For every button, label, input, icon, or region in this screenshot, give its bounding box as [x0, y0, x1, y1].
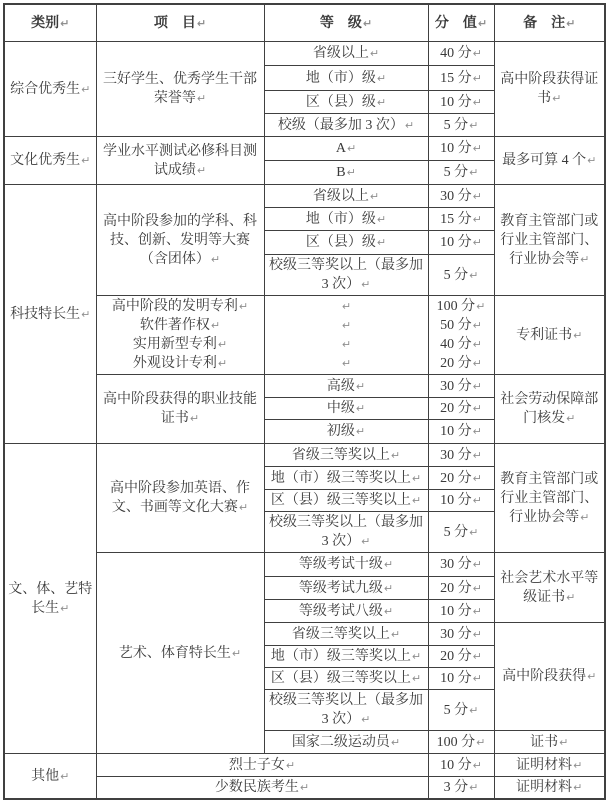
score-cell: [428, 137, 494, 161]
cell-text: 10 分: [440, 757, 472, 773]
cell-text: 专利证书: [516, 327, 573, 343]
cell-text: 20 分: [440, 401, 472, 416]
score-cell: [428, 42, 494, 66]
score-cell: [428, 444, 494, 467]
cell-text: 分 值: [434, 15, 477, 31]
pilcrow-mark: ↵: [341, 319, 352, 332]
pilcrow-mark: ↵: [566, 590, 576, 604]
cell-text: 教育主管部门或行业主管部门、行业协会等: [500, 213, 599, 267]
cell-text: 中级: [326, 401, 355, 416]
cell-text: 学业水平测试必修科目测试成绩: [103, 143, 257, 178]
cell-text: 类别: [31, 15, 60, 31]
pilcrow-mark: ↵: [472, 142, 482, 155]
score-cell: [428, 375, 494, 398]
level-cell: [264, 623, 428, 646]
level-cell: [264, 490, 428, 512]
cell-text: 30 分: [440, 626, 472, 642]
pilcrow-mark: ↵: [472, 494, 482, 507]
level-cell: [264, 161, 428, 185]
score-cell: [428, 208, 494, 231]
level-cell: [264, 137, 428, 161]
note-cell: [494, 623, 605, 731]
cell-text: 5 分: [443, 165, 469, 180]
item-line: [100, 335, 261, 354]
pilcrow-mark: ↵: [238, 300, 249, 313]
level-cell: [264, 512, 428, 553]
cell-text: 30 分: [440, 188, 472, 204]
score-cell: [428, 490, 494, 512]
pilcrow-mark: ↵: [587, 670, 597, 683]
cell-text: 40 分: [440, 46, 472, 61]
cell-text: A: [335, 141, 346, 156]
cell-text: 社会劳动保障部门核发: [500, 392, 599, 426]
pilcrow-mark: ↵: [81, 307, 91, 321]
header-item: [96, 4, 264, 42]
pilcrow-mark: ↵: [390, 448, 401, 462]
cell-text: 地（市）级: [305, 70, 376, 86]
cell-text: B: [336, 165, 346, 180]
pilcrow-mark: ↵: [196, 92, 207, 105]
cell-text: 地（市）级三等奖以上: [270, 649, 411, 664]
pilcrow-mark: ↵: [210, 252, 221, 266]
score-cell: [428, 114, 494, 137]
pilcrow-mark: ↵: [472, 212, 482, 226]
cell-text: 等级考试九级: [298, 580, 383, 596]
score-cell: [428, 553, 494, 577]
pilcrow-mark: ↵: [472, 338, 482, 351]
item-cell: [96, 777, 428, 800]
cell-text: 少数民族考生: [214, 780, 299, 795]
note-cell: [494, 296, 605, 375]
pilcrow-mark: ↵: [346, 142, 357, 155]
cell-text: 区（县）级: [305, 94, 376, 110]
score-line: [432, 335, 491, 354]
pilcrow-mark: ↵: [369, 189, 380, 203]
cell-text: 10 分: [440, 603, 472, 619]
item-cell: [96, 553, 264, 754]
cell-text: 证书: [530, 734, 559, 750]
cell-text: 15 分: [440, 70, 472, 86]
pilcrow-mark: ↵: [472, 650, 482, 663]
pilcrow-mark: ↵: [472, 402, 482, 415]
pilcrow-mark: ↵: [472, 189, 482, 203]
cell-text: 50 分: [440, 318, 472, 333]
score-cell: [428, 623, 494, 646]
note-cell: [494, 444, 605, 553]
cell-text: 10 分: [440, 671, 472, 686]
score-line: [432, 297, 491, 316]
cell-text: 30 分: [440, 447, 472, 463]
cell-text: 其他: [31, 768, 60, 784]
pilcrow-mark: ↵: [472, 71, 482, 85]
cell-text: 省级三等奖以上: [291, 626, 390, 642]
cell-text: 外观设计专利: [132, 356, 217, 371]
category-cell: [4, 42, 96, 137]
score-cell: [428, 577, 494, 600]
pilcrow-mark: ↵: [472, 357, 482, 370]
pilcrow-mark: ↵: [411, 494, 422, 507]
item-cell: [96, 444, 264, 553]
cell-text: 社会艺术水平等级证书: [500, 570, 599, 605]
note-cell: [494, 375, 605, 444]
category-cell: [4, 137, 96, 185]
table-row: [4, 137, 605, 161]
pilcrow-mark: ↵: [238, 501, 249, 514]
pilcrow-mark: ↵: [285, 758, 296, 772]
cell-text: 20 分: [440, 356, 472, 371]
cell-text: 10 分: [440, 141, 472, 156]
pilcrow-mark: ↵: [299, 781, 310, 794]
table-row: [4, 185, 605, 208]
pilcrow-mark: ↵: [60, 601, 70, 615]
note-cell: [494, 137, 605, 185]
note-cell: [494, 553, 605, 623]
level-cell: [264, 42, 428, 66]
score-cell: [428, 512, 494, 553]
cell-text: 初级: [326, 424, 355, 439]
empty-line: [268, 316, 425, 335]
pilcrow-mark: ↵: [60, 16, 70, 30]
cell-text: 高中阶段获得的职业技能证书: [103, 392, 257, 426]
pilcrow-mark: ↵: [472, 627, 482, 641]
pilcrow-mark: ↵: [587, 154, 597, 167]
pilcrow-mark: ↵: [472, 758, 482, 772]
pilcrow-mark: ↵: [369, 47, 380, 60]
pilcrow-mark: ↵: [376, 212, 387, 226]
cell-text: 等 级: [319, 15, 362, 31]
level-cell: [264, 731, 428, 754]
cell-text: 40 分: [440, 337, 472, 352]
category-cell: [4, 754, 96, 800]
pilcrow-mark: ↵: [341, 338, 352, 351]
score-cell: [428, 420, 494, 444]
pilcrow-mark: ↵: [189, 412, 200, 425]
cell-text: 烈士子女: [228, 757, 285, 773]
level-cell: [264, 467, 428, 490]
pilcrow-mark: ↵: [469, 118, 479, 132]
pilcrow-mark: ↵: [580, 510, 590, 524]
empty-line: [268, 335, 425, 354]
cell-text: 5 分: [443, 524, 469, 540]
pilcrow-mark: ↵: [376, 95, 387, 109]
item-cell: [96, 185, 264, 296]
cell-text: 最多可算 4 个: [502, 153, 587, 168]
pilcrow-mark: ↵: [566, 412, 576, 425]
score-cell: [428, 600, 494, 623]
cell-text: 三好学生、优秀学生干部荣誉等: [103, 72, 257, 106]
cell-text: 15 分: [440, 211, 472, 227]
cell-text: 10 分: [440, 235, 472, 250]
cell-text: 5 分: [443, 117, 469, 133]
pilcrow-mark: ↵: [196, 16, 207, 30]
level-cell: [264, 296, 428, 375]
note-cell: [494, 754, 605, 777]
note-cell: [494, 185, 605, 296]
cell-text: 5 分: [443, 702, 469, 718]
pilcrow-mark: ↵: [472, 448, 482, 462]
score-cell: [428, 668, 494, 690]
pilcrow-mark: ↵: [573, 758, 583, 772]
score-cell: [428, 731, 494, 754]
pilcrow-mark: ↵: [476, 300, 486, 313]
item-cell: [96, 375, 264, 444]
cell-text: 科技特长生: [10, 306, 81, 322]
pilcrow-mark: ↵: [376, 71, 387, 85]
cell-text: 高中阶段参加英语、作文、书画等文化大赛: [110, 481, 250, 515]
level-cell: [264, 114, 428, 137]
pilcrow-mark: ↵: [390, 627, 401, 641]
cell-text: 项 目: [153, 15, 196, 31]
item-cell: [96, 137, 264, 185]
level-cell: [264, 600, 428, 623]
note-cell: [494, 42, 605, 137]
cell-text: 校级三等奖以上（最多加 3 次）: [269, 258, 423, 292]
score-cell: [428, 161, 494, 185]
item-line: [100, 297, 261, 316]
cell-text: 省级以上: [312, 46, 369, 61]
item-line: [100, 316, 261, 335]
table-row: [4, 444, 605, 467]
cell-text: 20 分: [440, 580, 472, 596]
pilcrow-mark: ↵: [469, 525, 479, 539]
pilcrow-mark: ↵: [559, 735, 569, 749]
cell-text: 30 分: [440, 378, 472, 394]
empty-line: [268, 297, 425, 316]
pilcrow-mark: ↵: [469, 703, 479, 717]
cell-text: 20 分: [440, 649, 472, 664]
score-cell: [428, 467, 494, 490]
item-cell: [96, 296, 264, 375]
pilcrow-mark: ↵: [361, 535, 371, 548]
cell-text: 证明材料: [516, 757, 573, 773]
header-row: [4, 4, 605, 42]
score-cell: [428, 690, 494, 731]
pilcrow-mark: ↵: [217, 338, 228, 351]
cell-text: 3 分: [443, 780, 469, 795]
item-cell: [96, 754, 428, 777]
pilcrow-mark: ↵: [472, 47, 482, 60]
header-note: [494, 4, 605, 42]
table-row: [4, 754, 605, 777]
score-cell: [428, 398, 494, 420]
pilcrow-mark: ↵: [341, 357, 352, 370]
pilcrow-mark: ↵: [355, 402, 366, 415]
score-cell: [428, 66, 494, 91]
cell-text: 文化优秀生: [10, 153, 81, 168]
pilcrow-mark: ↵: [383, 581, 394, 595]
header-level: [264, 4, 428, 42]
cell-text: 高中阶段获得证书: [500, 72, 599, 106]
pilcrow-mark: ↵: [210, 319, 221, 332]
pilcrow-mark: ↵: [476, 735, 486, 749]
note-cell: [494, 777, 605, 800]
level-cell: [264, 420, 428, 444]
level-cell: [264, 577, 428, 600]
category-cell: [4, 444, 96, 754]
pilcrow-mark: ↵: [355, 379, 366, 393]
score-cell: [428, 777, 494, 800]
cell-text: 5 分: [443, 267, 469, 283]
cell-text: 100 分: [436, 734, 476, 750]
pilcrow-mark: ↵: [411, 672, 422, 685]
cell-text: 高中阶段获得: [502, 669, 587, 684]
cell-text: 校级（最多加 3 次）: [277, 117, 404, 133]
score-cell: [428, 91, 494, 114]
cell-text: 国家二级运动员: [291, 734, 390, 750]
level-cell: [264, 66, 428, 91]
pilcrow-mark: ↵: [573, 781, 583, 794]
cell-text: 区（县）级: [305, 235, 376, 250]
pilcrow-mark: ↵: [341, 300, 352, 313]
cell-text: 教育主管部门或行业主管部门、行业协会等: [500, 471, 599, 525]
pilcrow-mark: ↵: [472, 672, 482, 685]
pilcrow-mark: ↵: [472, 471, 482, 485]
pilcrow-mark: ↵: [411, 650, 422, 663]
cell-text: 校级三等奖以上（最多加 3 次）: [269, 693, 423, 727]
level-cell: [264, 646, 428, 668]
score-cell: [428, 646, 494, 668]
pilcrow-mark: ↵: [469, 268, 479, 282]
cell-text: 区（县）级三等奖以上: [270, 493, 411, 508]
pilcrow-mark: ↵: [472, 558, 482, 571]
pilcrow-mark: ↵: [361, 278, 371, 291]
pilcrow-mark: ↵: [60, 769, 70, 783]
cell-text: 区（县）级三等奖以上: [270, 671, 411, 686]
pilcrow-mark: ↵: [472, 95, 482, 109]
item-line: [100, 354, 261, 373]
pilcrow-mark: ↵: [390, 735, 401, 749]
pilcrow-mark: ↵: [573, 328, 583, 342]
pilcrow-mark: ↵: [566, 16, 576, 30]
cell-text: 10 分: [440, 493, 472, 508]
cell-text: 20 分: [440, 470, 472, 486]
pilcrow-mark: ↵: [469, 166, 479, 179]
level-cell: [264, 91, 428, 114]
note-cell: [494, 731, 605, 754]
bonus-points-table: [3, 3, 606, 800]
level-cell: [264, 231, 428, 255]
pilcrow-mark: ↵: [383, 558, 394, 571]
cell-text: 省级三等奖以上: [291, 447, 390, 463]
score-cell: [428, 255, 494, 296]
cell-text: 10 分: [440, 94, 472, 110]
pilcrow-mark: ↵: [376, 236, 387, 249]
level-cell: [264, 375, 428, 398]
level-cell: [264, 690, 428, 731]
cell-text: 10 分: [440, 424, 472, 439]
cell-text: 高中阶段的发明专利: [111, 299, 238, 314]
cell-text: 100 分: [436, 299, 476, 314]
pilcrow-mark: ↵: [196, 163, 207, 177]
cell-text: 软件著作权: [139, 318, 210, 333]
pilcrow-mark: ↵: [472, 319, 482, 332]
cell-text: 校级三等奖以上（最多加 3 次）: [269, 515, 423, 549]
level-cell: [264, 444, 428, 467]
pilcrow-mark: ↵: [346, 166, 356, 179]
cell-text: 地（市）级: [305, 211, 376, 227]
cell-text: 等级考试八级: [298, 603, 383, 619]
level-cell: [264, 553, 428, 577]
score-cell: [428, 296, 494, 375]
pilcrow-mark: ↵: [361, 713, 371, 726]
pilcrow-mark: ↵: [477, 16, 488, 30]
level-cell: [264, 668, 428, 690]
cell-text: 文、体、艺特长生: [8, 581, 93, 616]
score-cell: [428, 754, 494, 777]
pilcrow-mark: ↵: [472, 581, 482, 595]
category-cell: [4, 185, 96, 444]
cell-text: 实用新型专利: [132, 337, 217, 352]
score-cell: [428, 231, 494, 255]
cell-text: 省级以上: [312, 188, 369, 204]
pilcrow-mark: ↵: [81, 82, 91, 96]
pilcrow-mark: ↵: [472, 236, 482, 249]
pilcrow-mark: ↵: [362, 16, 373, 30]
cell-text: 等级考试十级: [298, 557, 383, 572]
level-cell: [264, 398, 428, 420]
pilcrow-mark: ↵: [472, 379, 482, 393]
pilcrow-mark: ↵: [217, 357, 228, 370]
pilcrow-mark: ↵: [552, 92, 562, 105]
pilcrow-mark: ↵: [81, 154, 91, 167]
pilcrow-mark: ↵: [404, 118, 415, 132]
pilcrow-mark: ↵: [472, 604, 482, 618]
cell-text: 备 注: [523, 15, 566, 31]
pilcrow-mark: ↵: [469, 781, 479, 794]
empty-line: [268, 354, 425, 373]
pilcrow-mark: ↵: [355, 425, 366, 438]
header-score: [428, 4, 494, 42]
pilcrow-mark: ↵: [472, 425, 482, 438]
level-cell: [264, 255, 428, 296]
cell-text: 高级: [326, 378, 355, 394]
cell-text: 综合优秀生: [10, 81, 81, 97]
item-cell: [96, 42, 264, 137]
pilcrow-mark: ↵: [231, 646, 242, 660]
cell-text: 证明材料: [516, 780, 573, 795]
pilcrow-mark: ↵: [383, 604, 394, 618]
score-line: [432, 316, 491, 335]
cell-text: 地（市）级三等奖以上: [270, 470, 411, 486]
pilcrow-mark: ↵: [411, 471, 422, 485]
pilcrow-mark: ↵: [580, 252, 590, 266]
header-category: [4, 4, 96, 42]
score-line: [432, 354, 491, 373]
cell-text: 30 分: [440, 557, 472, 572]
level-cell: [264, 185, 428, 208]
score-cell: [428, 185, 494, 208]
cell-text: 高中阶段参加的学科、科技、创新、发明等大赛（含团体）: [103, 213, 257, 267]
level-cell: [264, 208, 428, 231]
cell-text: 艺术、体育特长生: [118, 645, 231, 661]
table-row: [4, 42, 605, 66]
